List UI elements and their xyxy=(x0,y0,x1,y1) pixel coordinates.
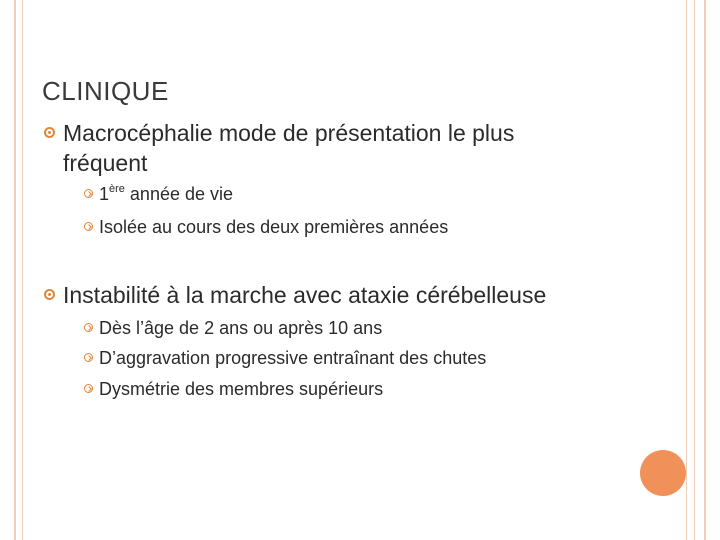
slide-frame-line xyxy=(22,0,23,540)
sub-bullet-main: 1 xyxy=(99,184,110,204)
bullet-text: Instabilité à la marche avec ataxie cérébelleuse xyxy=(63,282,547,308)
slide-frame-right-line-3 xyxy=(704,0,706,540)
arrow-bullet-icon xyxy=(84,189,93,198)
slide-frame-right-line xyxy=(686,0,687,540)
bullet-item-2 xyxy=(44,282,546,309)
arrow-bullet-icon xyxy=(84,222,93,231)
decorative-circle xyxy=(640,450,686,496)
sub-bullet-item xyxy=(84,318,382,339)
bullet-item-1 xyxy=(44,120,514,147)
sub-bullet-rest: année de vie xyxy=(124,184,234,204)
sub-bullet-item xyxy=(84,183,233,205)
arrow-bullet-icon xyxy=(84,384,93,393)
sub-bullet-sup: ère xyxy=(109,183,125,195)
arrow-bullet-icon xyxy=(84,353,93,362)
sub-bullet-item xyxy=(84,379,383,400)
sub-bullet-item xyxy=(84,217,448,238)
bullet-item-1-continuation: fréquent xyxy=(63,150,148,176)
sub-bullet-text: Isolée au cours des deux premières années xyxy=(99,217,449,237)
bullet-text: Macrocéphalie mode de présentation le plus xyxy=(63,120,515,146)
sub-bullet-text: Dès l’âge de 2 ans ou après 10 ans xyxy=(99,318,383,338)
arrow-bullet-icon xyxy=(84,323,93,332)
sub-bullet-text: D’aggravation progressive entraînant des chutes xyxy=(99,348,487,368)
circle-bullet-icon xyxy=(44,289,55,300)
sub-bullet-item xyxy=(84,348,486,369)
slide-title: CLINIQUE xyxy=(42,76,169,106)
circle-bullet-icon xyxy=(44,127,55,138)
slide-frame-right-line-2 xyxy=(694,0,695,540)
sub-bullet-text: Dysmétrie des membres supérieurs xyxy=(99,379,384,399)
